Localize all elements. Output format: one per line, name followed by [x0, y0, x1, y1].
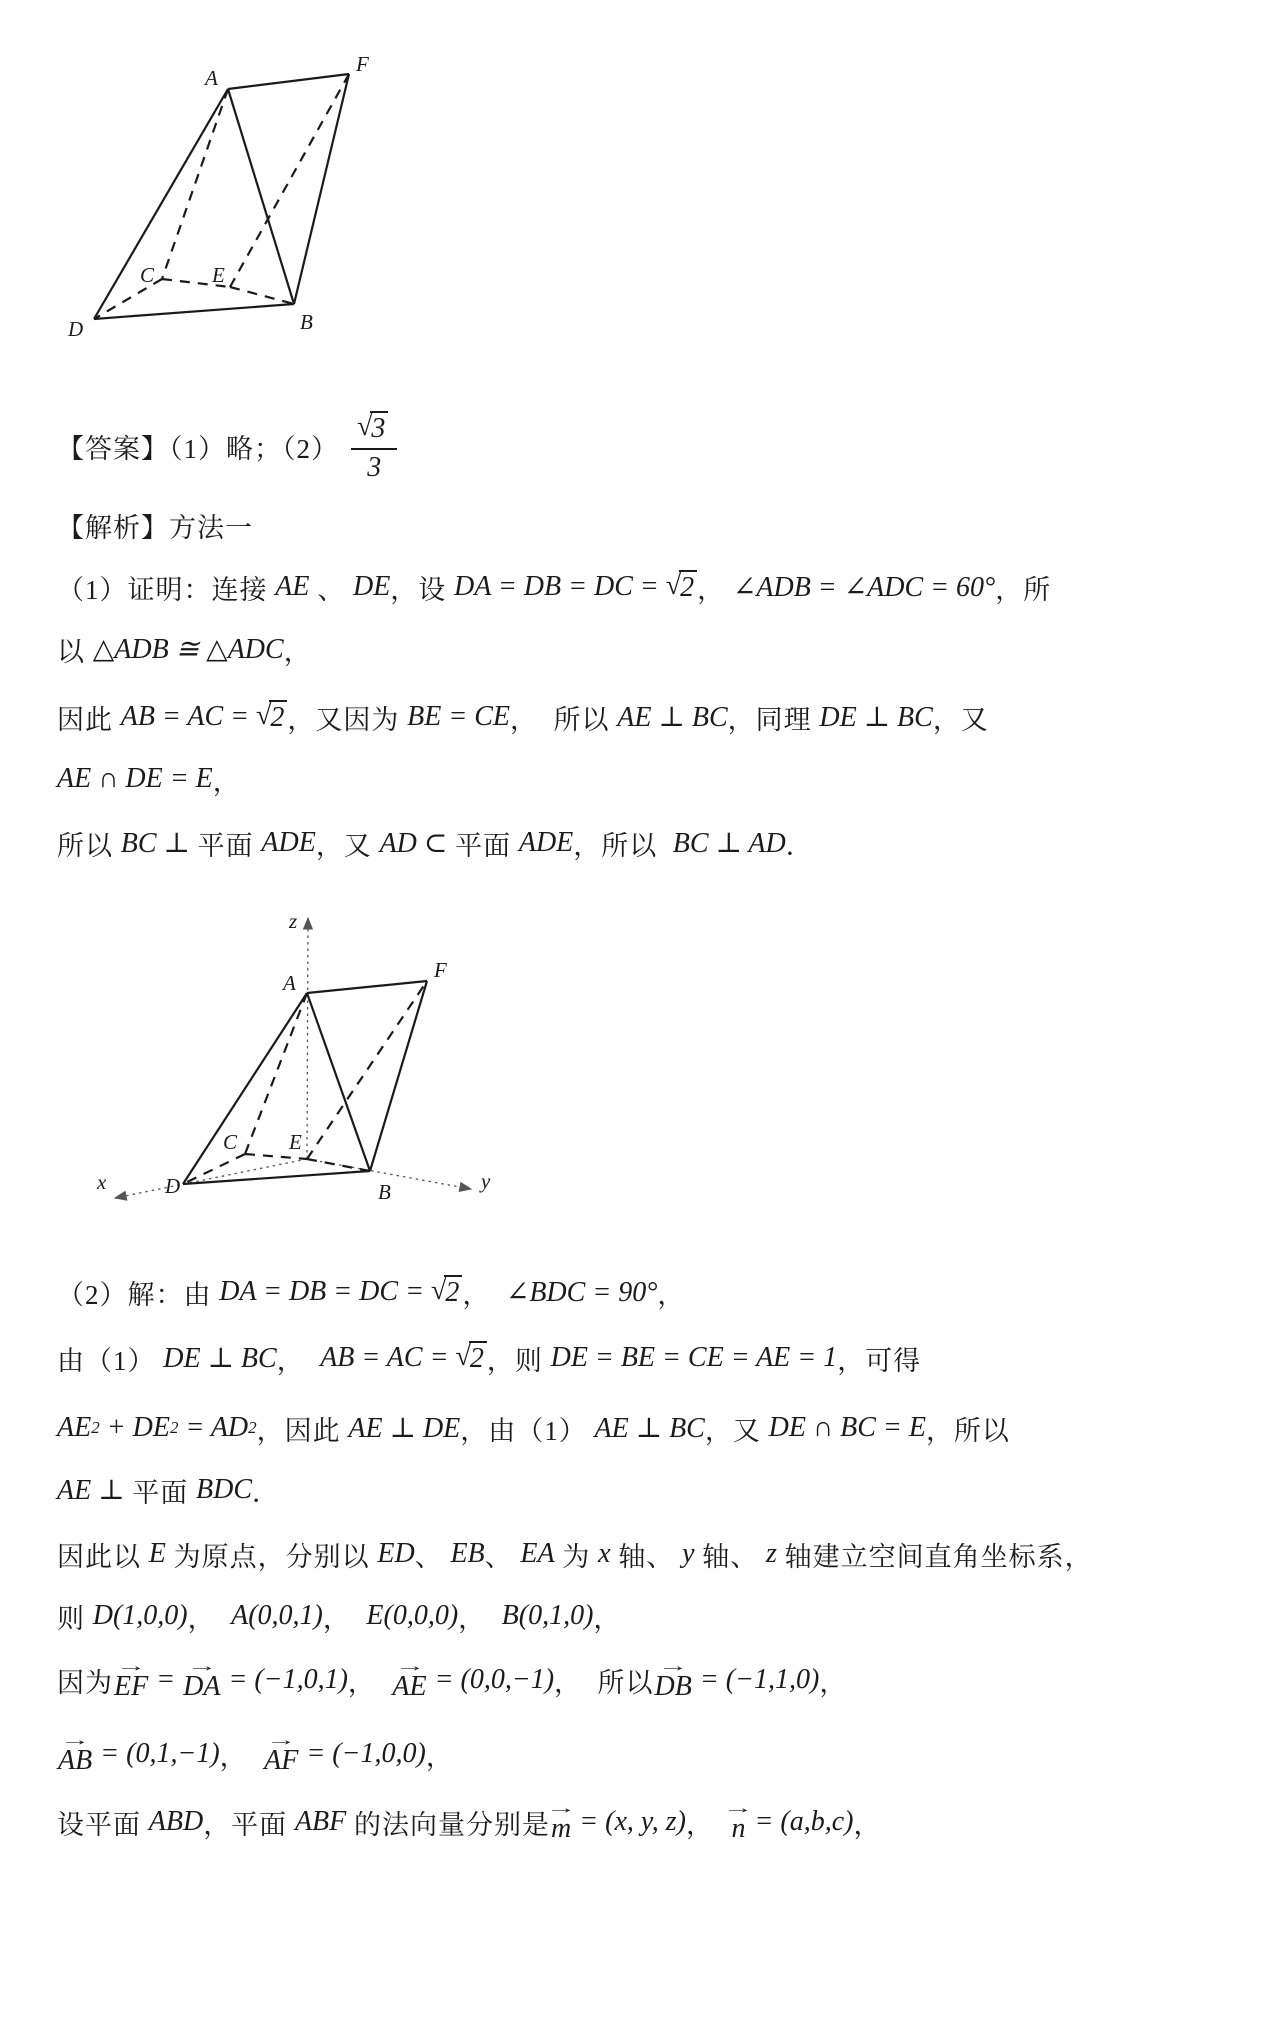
- text-segment: ，: [697, 574, 733, 605]
- text-segment: BDC: [196, 1474, 253, 1505]
- vector: [723, 1799, 754, 1844]
- solution-line: [57, 502, 1230, 548]
- vector: [183, 1659, 220, 1701]
- text-segment: ，: [819, 1667, 848, 1698]
- text-segment: =: [149, 1664, 183, 1695]
- vertex-label-D: D: [68, 317, 84, 341]
- text-segment: ．: [785, 830, 814, 861]
- text-segment: AE ⊥ BC: [617, 702, 728, 733]
- text-segment: AE: [392, 1670, 427, 1702]
- text-segment: √: [430, 1274, 447, 1306]
- text-segment: = (−1,0,1): [221, 1664, 348, 1695]
- axis-label-z: z: [289, 909, 298, 933]
- edge-DB: [183, 1171, 370, 1184]
- text-segment: 【答案】（1）略；（2）: [57, 433, 339, 464]
- edge-EB: [230, 287, 294, 304]
- edge-BF: [294, 74, 349, 304]
- text-segment: （2）解：由: [57, 1279, 220, 1310]
- text-segment: 则: [57, 1603, 93, 1634]
- text-segment: y: [682, 1538, 695, 1569]
- square-root: [431, 1275, 462, 1309]
- vector: [392, 1659, 426, 1701]
- text-segment: ，: [853, 1809, 882, 1840]
- text-segment: DA = DB = DC =: [219, 1276, 431, 1307]
- text-segment: AF: [264, 1744, 299, 1776]
- text-segment: 所以: [57, 830, 121, 861]
- text-segment: ，: [593, 1603, 622, 1634]
- text-segment: B(0,1,0): [501, 1600, 594, 1631]
- edge-BF: [370, 981, 427, 1171]
- vertex-label-C: C: [223, 1130, 238, 1154]
- text-segment: DE: [352, 571, 391, 602]
- text-segment: m: [551, 1812, 572, 1844]
- edge-EB: [307, 1159, 370, 1171]
- edge-AB: [307, 993, 370, 1171]
- text-segment: ∠ADB = ∠ADC = 60°: [732, 572, 996, 603]
- solution-line: [57, 1591, 1230, 1641]
- text-segment: 由（1）: [57, 1345, 164, 1376]
- text-segment: AE ⊥ DE: [348, 1413, 461, 1444]
- vector: [264, 1733, 298, 1775]
- text-segment: ，所以: [573, 830, 673, 861]
- fraction-numerator: [351, 409, 397, 450]
- text-segment: 的法向量分别是: [346, 1809, 550, 1840]
- text-segment: ， 所以: [554, 1667, 654, 1698]
- text-segment: AB = AC =: [120, 701, 257, 732]
- square-root: [666, 570, 697, 604]
- text-segment: AD ⊂: [379, 828, 448, 859]
- solution-line: [57, 754, 1230, 804]
- vertex-label-A: A: [205, 66, 218, 90]
- text-segment: →: [545, 1799, 577, 1817]
- text-segment: DE ∩ BC = E: [768, 1412, 926, 1443]
- text-segment: ，: [212, 766, 241, 797]
- text-segment: 轴、: [694, 1541, 766, 1572]
- text-segment: = (−1,0,0): [299, 1738, 426, 1769]
- text-segment: ，: [322, 1603, 367, 1634]
- text-segment: BC ⊥: [120, 828, 190, 859]
- text-segment: ，平面: [203, 1809, 295, 1840]
- text-segment: + DE: [99, 1412, 170, 1443]
- text-segment: →: [658, 1657, 689, 1675]
- text-segment: D(1,0,0): [92, 1600, 188, 1631]
- solution-line: [57, 692, 1230, 742]
- text-segment: ADE: [261, 827, 316, 858]
- text-segment: = AD: [178, 1412, 249, 1443]
- edge-DB: [94, 304, 294, 319]
- text-segment: ，又因为: [287, 704, 408, 735]
- text-segment: 为: [554, 1541, 599, 1572]
- text-segment: →: [723, 1799, 754, 1817]
- solution-line: [57, 818, 1230, 868]
- vertex-label-E: E: [212, 263, 225, 287]
- text-segment: [357, 411, 388, 445]
- square-root: [256, 700, 287, 734]
- text-segment: 2: [444, 1275, 462, 1309]
- text-segment: DE ⊥ BC: [819, 702, 933, 733]
- document-page: [0, 35, 1280, 2020]
- text-segment: ABF: [294, 1806, 347, 1837]
- text-segment: ，设: [390, 574, 455, 605]
- edge-AF: [228, 74, 349, 89]
- text-segment: ，又: [932, 704, 989, 735]
- fraction-sqrt: [351, 409, 397, 484]
- solution-line: [57, 1331, 1230, 1385]
- text-segment: ，: [347, 1667, 392, 1698]
- text-segment: AB = AC =: [320, 1342, 456, 1373]
- text-segment: DA = DB = DC =: [454, 571, 666, 602]
- vertex-label-C: C: [140, 263, 155, 287]
- text-segment: = (x, y, z): [572, 1806, 686, 1837]
- text-segment: 以: [57, 636, 93, 667]
- solution-line: [57, 1651, 1230, 1709]
- text-segment: √: [357, 410, 373, 442]
- solution-line: [57, 1265, 1230, 1319]
- solution-line: [57, 1529, 1230, 1579]
- solution-line: [57, 400, 1230, 492]
- text-segment: 平面: [447, 830, 519, 861]
- edge-AD: [94, 89, 228, 319]
- text-segment: = (a,b,c): [747, 1806, 854, 1837]
- fraction-denominator: 3: [367, 451, 382, 483]
- text-segment: AE: [57, 1412, 92, 1443]
- text-segment: z: [766, 1538, 777, 1569]
- text-segment: ，: [283, 636, 312, 667]
- text-segment: DB: [654, 1670, 692, 1702]
- text-segment: 2: [269, 700, 287, 734]
- text-segment: →: [59, 1731, 91, 1749]
- edge-CE: [245, 1154, 307, 1159]
- text-segment: ，: [685, 1809, 730, 1840]
- text-segment: √: [256, 699, 272, 731]
- edge-EF: [307, 981, 427, 1159]
- text-segment: ，可得: [837, 1345, 922, 1376]
- vertex-label-F: F: [434, 958, 447, 982]
- text-segment: E(0,0,0): [366, 1600, 459, 1631]
- text-segment: 2: [469, 1341, 487, 1375]
- vector: [114, 1659, 148, 1701]
- text-segment: √: [665, 569, 682, 601]
- text-segment: ， 所以: [510, 704, 618, 735]
- square-root: [455, 1341, 486, 1375]
- vertex-label-F: F: [356, 52, 369, 76]
- text-segment: E: [148, 1538, 166, 1569]
- text-segment: AE ∩ DE = E: [57, 763, 213, 794]
- text-segment: ，同理: [727, 704, 820, 735]
- text-segment: ，: [657, 1279, 686, 1310]
- text-segment: EB: [450, 1538, 485, 1569]
- text-segment: 设平面: [57, 1809, 149, 1840]
- text-segment: 、: [484, 1541, 521, 1572]
- text-segment: ，: [425, 1741, 454, 1772]
- edge-AD: [183, 993, 307, 1184]
- text-segment: AE: [275, 571, 310, 602]
- text-segment: 3: [370, 411, 388, 445]
- vertex-label-B: B: [300, 310, 313, 334]
- text-segment: 、: [414, 1541, 451, 1572]
- axis-label-y: y: [481, 1169, 491, 1193]
- solution-text-block-1: [57, 400, 1230, 868]
- text-segment: 为原点，分别以: [165, 1541, 378, 1572]
- text-segment: 【解析】方法一: [57, 512, 253, 543]
- edge-AB: [228, 89, 294, 304]
- text-segment: = (0,1,−1): [93, 1738, 220, 1769]
- text-segment: ，则: [486, 1345, 551, 1376]
- axis-label-x: x: [97, 1170, 107, 1194]
- edge-AF: [307, 981, 427, 993]
- text-segment: BC ⊥ AD: [672, 828, 786, 859]
- text-segment: = (0,0,−1): [427, 1664, 555, 1695]
- z-axis: [307, 918, 308, 1159]
- solution-text-block-2: [57, 1265, 1230, 1851]
- text-segment: 平面: [189, 830, 262, 861]
- vector: [58, 1733, 92, 1775]
- text-segment: ，又: [704, 1415, 769, 1446]
- solution-line: AE 2 + DE 2 = AD 2 ，因此 AE ⊥ DE ，由（1） AE ⊥ BC ，又 DE ∩ BC = E ，所以: [57, 1401, 1230, 1455]
- text-segment: = (−1,1,0): [692, 1664, 820, 1695]
- text-segment: ，: [462, 1279, 506, 1310]
- text-segment: DE ⊥ BC: [163, 1343, 277, 1374]
- text-segment: ，因此: [256, 1415, 349, 1446]
- text-segment: （1）证明：连接: [57, 574, 276, 605]
- solution-line: [57, 624, 1230, 674]
- text-segment: EA: [520, 1538, 555, 1569]
- text-segment: AE ⊥: [57, 1475, 125, 1506]
- vertex-label-E: E: [289, 1130, 302, 1154]
- x-axis: [115, 1159, 307, 1198]
- text-segment: A(0,0,1): [231, 1600, 323, 1631]
- vector: [655, 1659, 692, 1701]
- solution-line: [57, 1465, 1230, 1515]
- text-segment: x: [598, 1538, 611, 1569]
- text-segment: ADE: [518, 827, 574, 858]
- figure-solid-2-axes: [75, 896, 565, 1221]
- text-segment: 、: [309, 574, 353, 605]
- text-segment: →: [394, 1657, 425, 1675]
- solution-line: [57, 1725, 1230, 1783]
- text-segment: ，又: [315, 830, 380, 861]
- text-segment: 2: [679, 570, 697, 604]
- text-segment: ，: [219, 1741, 264, 1772]
- text-segment: ，: [187, 1603, 232, 1634]
- text-segment: √: [455, 1340, 471, 1372]
- text-segment: 因此以: [57, 1541, 149, 1572]
- text-segment: DE = BE = CE = AE = 1: [550, 1342, 838, 1373]
- text-segment: ED: [377, 1538, 415, 1569]
- text-segment: ∠BDC = 90°: [505, 1277, 658, 1308]
- text-segment: 轴建立空间直角坐标系，: [776, 1541, 1093, 1572]
- text-segment: ，所: [995, 574, 1052, 605]
- vertex-label-D: D: [165, 1174, 181, 1198]
- text-segment: →: [115, 1657, 147, 1675]
- vertex-label-B: B: [378, 1180, 391, 1204]
- text-segment: ，: [276, 1345, 321, 1376]
- text-segment: AE ⊥ BC: [594, 1413, 705, 1444]
- text-segment: BE = CE: [407, 701, 511, 732]
- text-segment: DA: [183, 1670, 221, 1702]
- solution-line: [57, 1793, 1230, 1851]
- text-segment: 因为: [57, 1667, 113, 1698]
- vertex-label-A: A: [283, 971, 296, 995]
- solution-line: [57, 562, 1230, 612]
- text-segment: n: [731, 1812, 746, 1844]
- text-segment: 轴、: [610, 1541, 683, 1572]
- text-segment: ABD: [148, 1806, 204, 1837]
- text-segment: △ADB ≅ △ADC: [92, 634, 284, 665]
- text-segment: →: [266, 1731, 297, 1749]
- text-segment: ．: [252, 1477, 281, 1508]
- text-segment: →: [186, 1657, 217, 1675]
- text-segment: ，所以: [925, 1415, 1010, 1446]
- text-segment: EF: [114, 1670, 149, 1702]
- text-segment: ，: [458, 1603, 502, 1634]
- vector: [545, 1799, 577, 1844]
- figure-solid-1: [50, 35, 470, 345]
- text-segment: AB: [58, 1744, 93, 1776]
- text-segment: 平面: [124, 1477, 197, 1508]
- text-segment: 因此: [57, 704, 121, 735]
- text-segment: ，由（1）: [460, 1415, 595, 1446]
- edge-EF: [230, 74, 349, 287]
